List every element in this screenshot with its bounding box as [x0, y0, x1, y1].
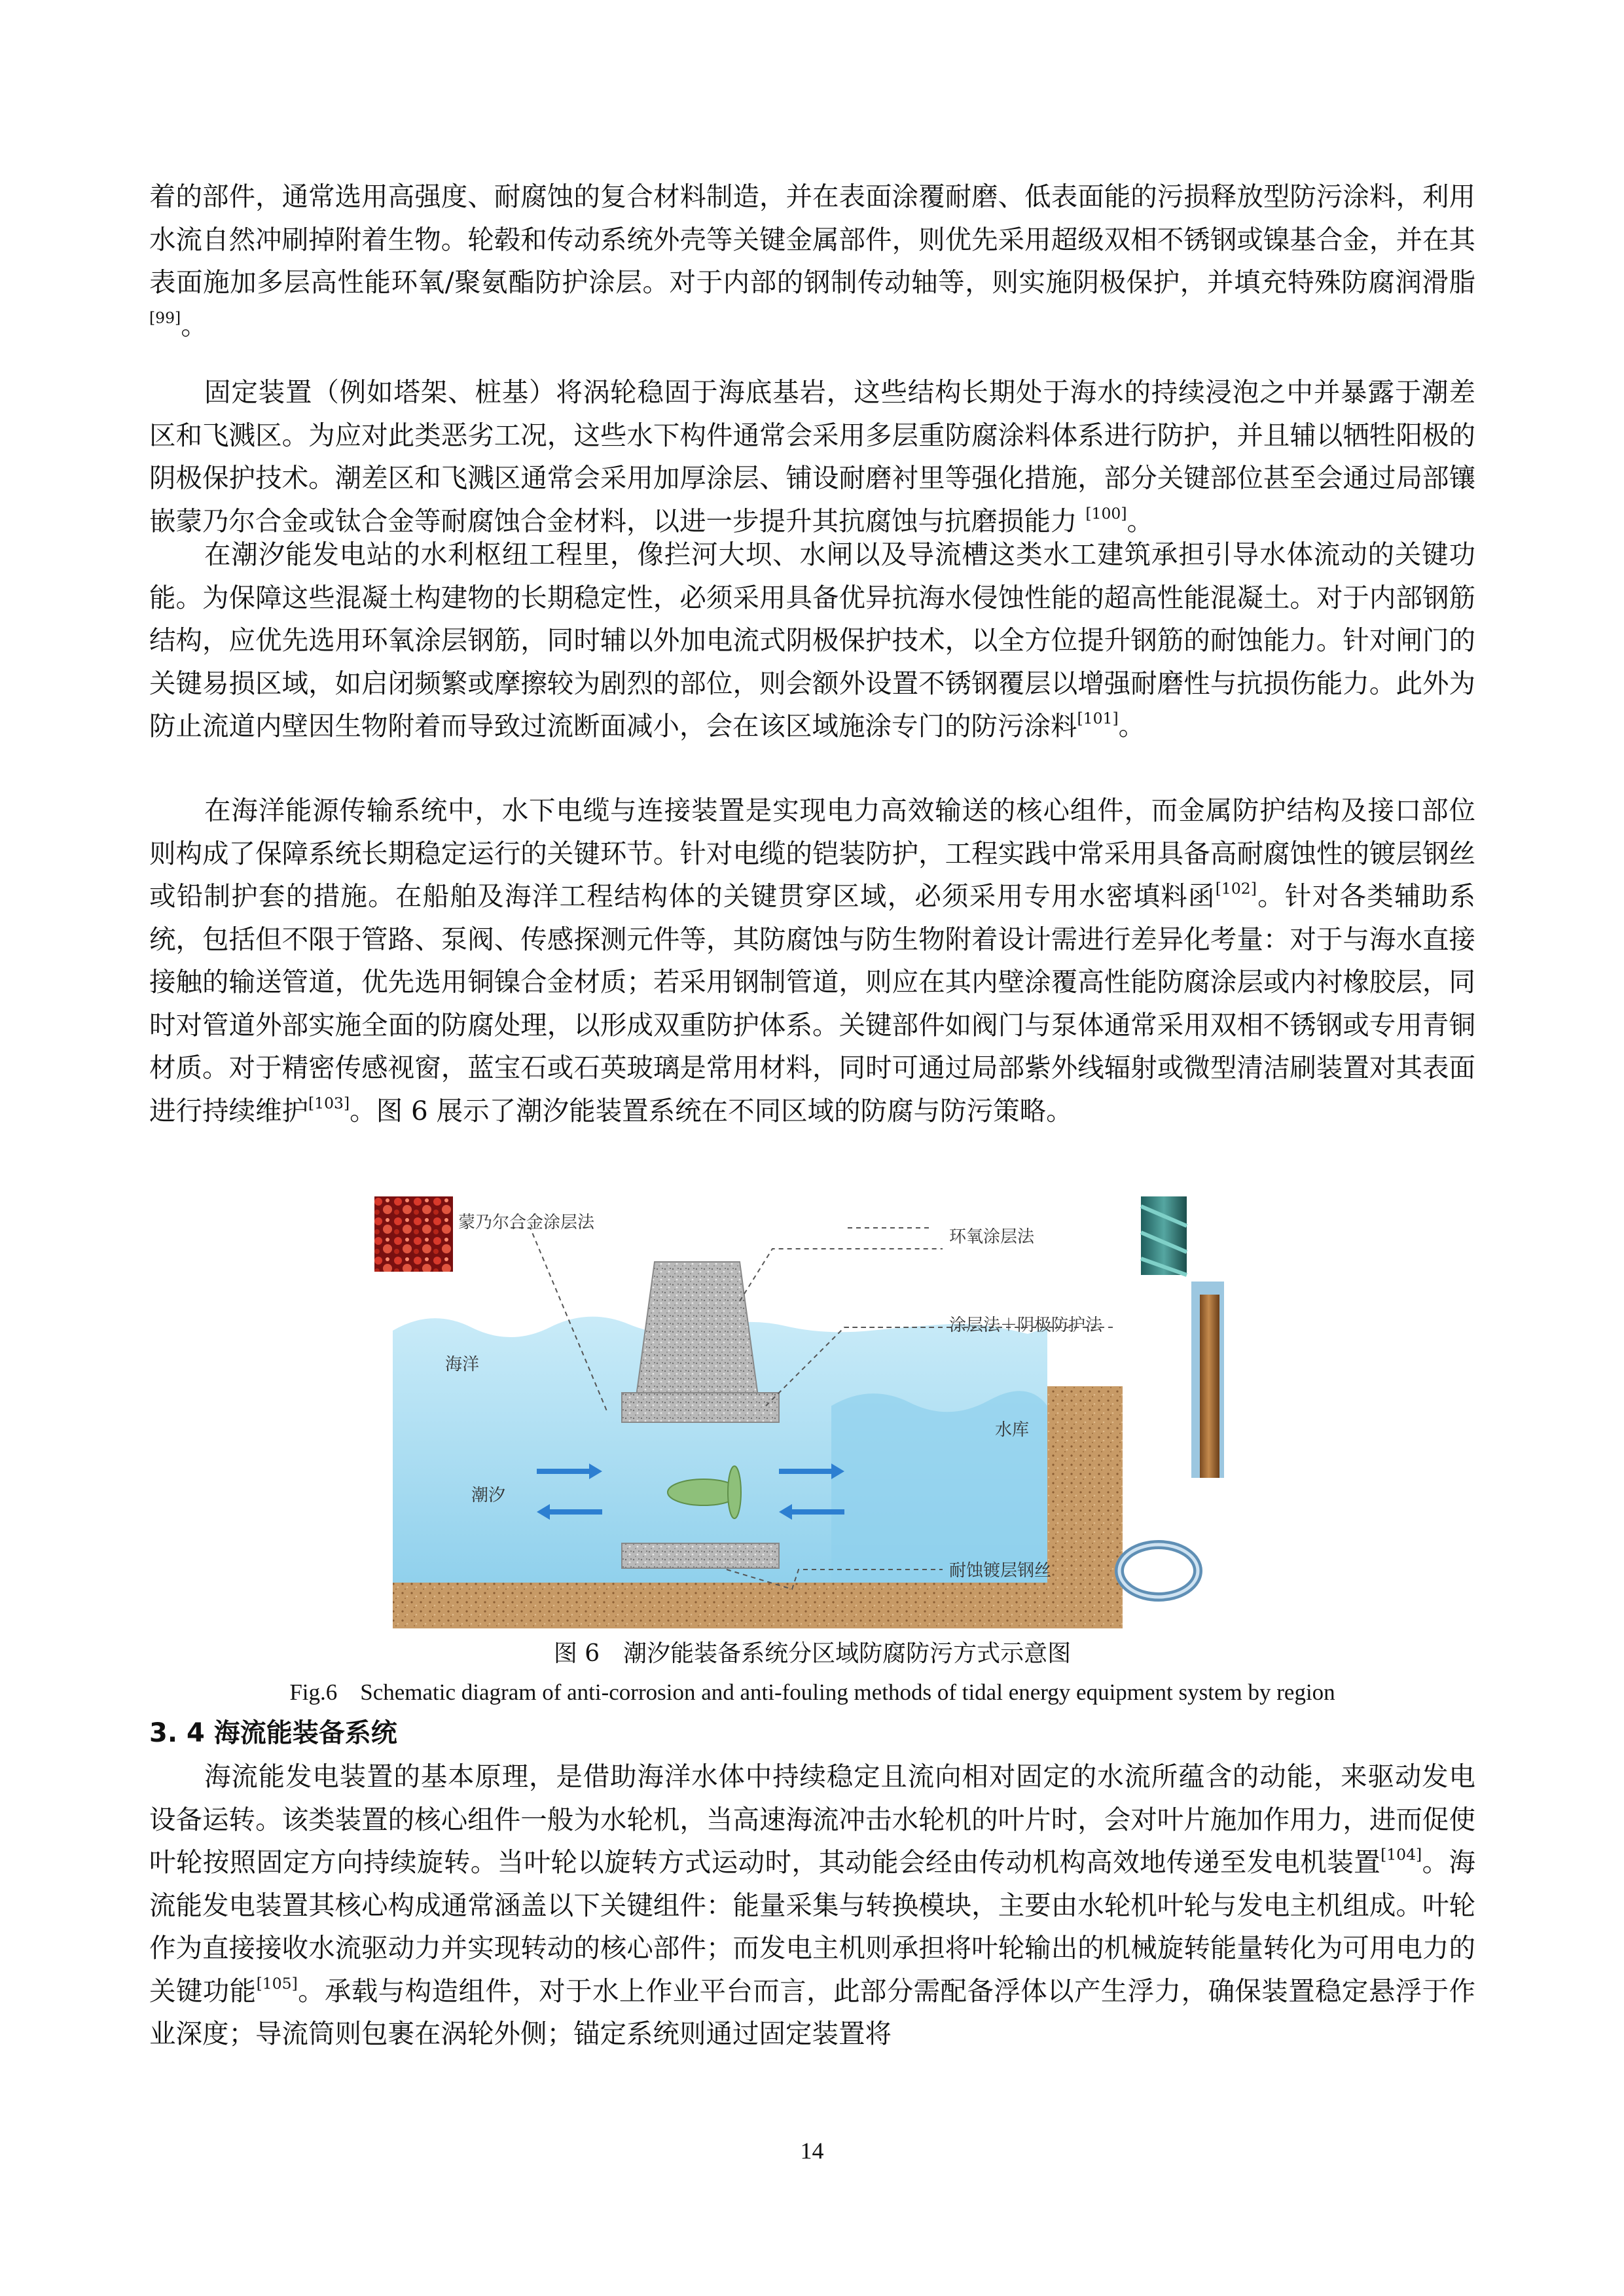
paragraph-2: [149, 371, 1475, 543]
paragraph-5: [149, 1755, 1475, 2056]
pipe-photo: [1200, 1295, 1219, 1478]
paragraph-4-text-b: 。针对各类辅助系统，包括但不限于管路、泵阀、传感探测元件等，其防腐蚀与防生物附着设计需进行差异化考量：对于与海水直接接触的输送管道，优先选用铜镍合金材质；若采用钢制管道，则应在其内壁涂覆高性能防腐涂层或内衬橡胶层，同时对管道外部实施全面的防腐处理，以形成双重防护体系。关键部件如阀门与泵体通常采用双相不锈钢或专用青铜材质。对于精密传感视窗，蓝宝石或石英玻璃是常用材料，同时可通过局部紫外线辐射或微型清洁刷装置对其表面进行持续维护: [149, 880, 1476, 1126]
paragraph-5-text-a: 海流能发电装置的基本原理，是借助海洋水体中持续稳定且流向相对固定的水流所蕴含的动能，来驱动发电设备运转。该类装置的核心组件一般为水轮机，当高速海流冲击水轮机的叶片时，会对叶片施加作用力，进而促使叶轮按照固定方向持续旋转。当叶轮以旋转方式运动时，其动能会经由传动机构高效地传递至发电机装置: [149, 1761, 1475, 1878]
label-wire: 耐蚀镀层钢丝: [949, 1561, 1052, 1581]
label-epoxy: 环氧涂层法: [949, 1227, 1035, 1247]
paragraph-4: [149, 789, 1475, 1132]
paragraph-3-text: 在潮汐能发电站的水利枢纽工程里，像拦河大坝、水闸以及导流槽这类水工建筑承担引导水体流动的关键功能。为保障这些混凝土构建物的长期稳定性，必须采用具备优异抗海水侵蚀性能的超高性能混凝土。对于内部钢筋结构，应优先选用环氧涂层钢筋，同时辅以外加电流式阴极保护技术，以全方位提升钢筋的耐蚀能力。针对闸门的关键易损区域，如启闭频繁或摩擦较为剧烈的部位，则会额外设置不锈钢覆层以增强耐磨性与抗损伤能力。此外为防止流道内壁因生物附着而导致过流断面减小，会在该区域施涂专门的防污涂料: [149, 539, 1475, 742]
paragraph-5-text-b: 。海流能发电装置其核心构成通常涵盖以下关键组件：能量采集与转换模块，主要由水轮机叶轮与发电主机组成。叶轮作为直接接收水流驱动力并实现转动的核心部件；而发电主机则承担将叶轮输出的机械旋转能量转化为可用电力的关键功能: [149, 1846, 1476, 2007]
paragraph-5-text-c: 。承载与构造组件，对于水上作业平台而言，此部分需配备浮体以产生浮力，确保装置稳定悬浮于作业深度；导流筒则包裹在涡轮外侧；锚定系统则通过固定装置将: [149, 1975, 1476, 2049]
seabed-layer: [393, 1583, 1051, 1628]
citation-102: [102]: [1215, 879, 1257, 898]
paragraph-4-text-a: 在海洋能源传输系统中，水下电缆与连接装置是实现电力高效输送的核心组件，而金属防护结构及接口部位则构成了保障系统长期稳定运行的关键环节。针对电缆的铠装防护，工程实践中常采用具备高耐腐蚀性的镀层钢丝或铅制护套的措施。在船舶及海洋工程结构体的关键贯穿区域，必须采用专用水密填料函: [149, 795, 1475, 912]
paragraph-4-text-c: 。图 6 展示了潮汐能装置系统在不同区域的防腐与防污策略。: [350, 1094, 1073, 1126]
label-monel: 蒙乃尔合金涂层法: [458, 1213, 595, 1232]
turbine-blade: [728, 1466, 741, 1518]
figure-6-caption-en: Fig.6 Schematic diagram of anti-corrosion and anti-fouling methods of tidal energy equipment system by region: [289, 1679, 1335, 1705]
label-tide: 潮汐: [471, 1486, 506, 1505]
label-reservoir: 水库: [995, 1420, 1030, 1440]
label-coating-cathodic: 涂层法＋阴极防护法: [949, 1316, 1103, 1335]
label-ocean: 海洋: [445, 1355, 480, 1374]
figure-6-diagram: [373, 1196, 1224, 1628]
dam-bottom-platform: [622, 1543, 779, 1568]
figure-6-caption-cn: 图 6 潮汐能装备系统分区域防腐防污方式示意图: [553, 1640, 1072, 1667]
paragraph-1: [149, 175, 1475, 347]
paragraph-1-text: 着的部件，通常选用高强度、耐腐蚀的复合材料制造，并在表面涂覆耐磨、低表面能的污损释放型防污涂料，利用水流自然冲刷掉附着生物。轮毂和传动系统外壳等关键金属部件，则优先采用超级双相不锈钢或镍基合金，并在其表面施加多层高性能环氧/聚氨酯防护涂层。对于内部的钢制传动轴等，则实施阴极保护，并填充特殊防腐润滑脂: [149, 181, 1475, 298]
citation-100: [100]: [1085, 503, 1127, 522]
citation-104: [104]: [1380, 1845, 1422, 1864]
monel-photo: [374, 1196, 453, 1272]
citation-103: [103]: [308, 1093, 350, 1112]
paragraph-2-text: 固定装置（例如塔架、桩基）将涡轮稳固于海底基岩，这些结构长期处于海水的持续浸泡之中并暴露于潮差区和飞溅区。为应对此类恶劣工况，这些水下构件通常会采用多层重防腐涂料体系进行防护，并且辅以牺牲阳极的阴极保护技术。潮差区和飞溅区通常会采用加厚涂层、铺设耐磨衬里等强化措施，部分关键部位甚至会通过局部镶嵌蒙乃尔合金或钛合金等耐腐蚀合金材料，以进一步提升其抗腐蚀与抗磨损能力: [149, 376, 1475, 537]
paragraph-3: [149, 533, 1475, 748]
paragraph-1-tail: 。: [181, 309, 208, 341]
citation-101: [101]: [1077, 709, 1119, 728]
page-number: 14: [800, 2138, 824, 2164]
dam-tower: [635, 1262, 759, 1406]
reservoir-bank: [1047, 1386, 1123, 1628]
section-title: 3. 4 海流能装备系统: [149, 1718, 397, 1748]
paragraph-2-tail: 。: [1127, 505, 1154, 537]
citation-105: [105]: [256, 1973, 298, 1992]
citation-99: [99]: [149, 308, 181, 327]
dam-top-platform: [622, 1393, 779, 1422]
paragraph-3-tail: 。: [1118, 710, 1146, 742]
